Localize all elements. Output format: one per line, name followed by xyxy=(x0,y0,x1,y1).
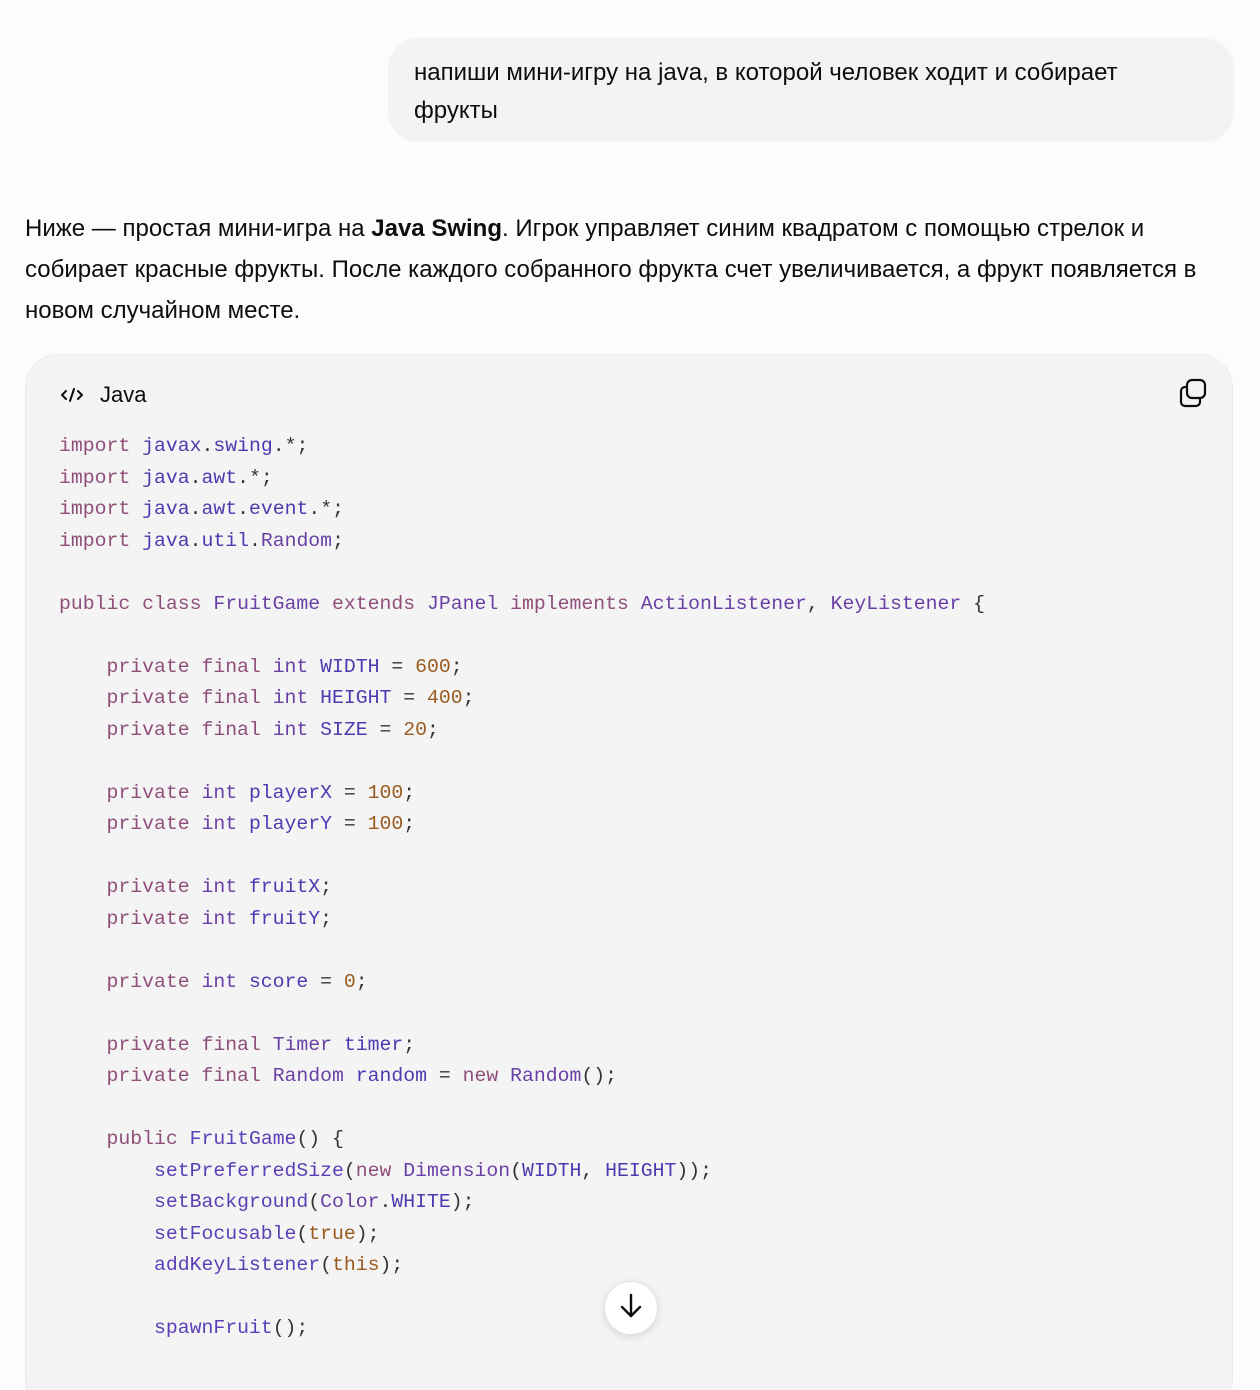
code-token: import xyxy=(59,466,143,489)
code-token: WIDTH xyxy=(521,1159,582,1182)
code-token: timer xyxy=(343,1033,404,1056)
code-token: random xyxy=(355,1065,439,1087)
code-line xyxy=(59,1061,985,1093)
code-token: ( xyxy=(308,1191,321,1213)
code-token: . xyxy=(248,529,261,552)
intro-text-start: Ниже — простая мини-игра на xyxy=(25,215,372,242)
code-token: )); xyxy=(676,1159,712,1182)
code-line xyxy=(59,1313,985,1345)
code-line xyxy=(59,1219,985,1251)
code-line xyxy=(59,1030,985,1062)
code-token: { xyxy=(973,592,985,615)
code-token: this xyxy=(332,1254,380,1276)
code-token: ); xyxy=(450,1191,475,1213)
code-token: 600 xyxy=(415,655,451,678)
code-line xyxy=(59,652,985,684)
code-token: spawnFruit xyxy=(153,1317,273,1339)
code-token: playerY xyxy=(248,813,344,835)
code-token: (); xyxy=(272,1317,309,1339)
code-token: ; xyxy=(320,876,333,898)
code-token: private final xyxy=(106,1033,273,1056)
code-token: setPreferredSize xyxy=(153,1159,344,1182)
code-token: import xyxy=(59,529,143,552)
code-token: private final xyxy=(106,655,273,678)
code-token: .*; xyxy=(308,498,344,520)
code-token: ; xyxy=(403,813,416,835)
code-token: private xyxy=(106,970,202,993)
code-token: private final xyxy=(106,687,273,709)
code-token: private xyxy=(106,813,202,835)
code-token: implements xyxy=(510,592,641,615)
code-token: HEIGHT xyxy=(320,687,404,709)
code-line xyxy=(59,463,985,495)
code-icon xyxy=(60,385,84,405)
code-language-label: Java xyxy=(100,382,147,407)
code-token: = xyxy=(343,781,368,804)
code-line xyxy=(59,431,985,463)
code-token: = xyxy=(403,687,428,709)
code-line xyxy=(59,935,985,967)
code-content xyxy=(59,431,985,1345)
code-token: ; xyxy=(462,687,475,709)
code-token: . xyxy=(201,435,214,457)
code-token: private final xyxy=(106,718,273,741)
code-line xyxy=(59,715,985,747)
code-block-header xyxy=(60,379,146,411)
code-token: . xyxy=(237,498,249,520)
code-token: awt xyxy=(201,498,238,520)
code-token xyxy=(59,1223,154,1245)
code-token: . xyxy=(189,466,202,489)
code-token: true xyxy=(308,1222,356,1245)
code-token xyxy=(59,1160,154,1182)
code-token: . xyxy=(189,498,202,520)
code-token: ( xyxy=(320,1254,333,1276)
code-token: score xyxy=(248,970,321,993)
code-token: java xyxy=(142,466,190,489)
code-token: ); xyxy=(379,1254,404,1276)
code-token xyxy=(59,813,106,835)
code-token: import xyxy=(59,498,143,520)
code-line xyxy=(59,904,985,936)
code-token xyxy=(59,719,106,741)
code-token: 100 xyxy=(367,781,404,804)
code-token xyxy=(59,908,106,930)
code-token: 400 xyxy=(427,687,463,709)
code-token: playerX xyxy=(248,781,344,804)
code-token: WIDTH xyxy=(320,655,392,678)
code-token: ; xyxy=(450,655,463,678)
code-token: new xyxy=(462,1065,511,1087)
user-message-line-2: фрукты xyxy=(414,97,498,124)
code-line xyxy=(59,998,985,1030)
code-token: . xyxy=(379,1191,392,1213)
code-token: HEIGHT xyxy=(605,1159,677,1182)
code-token: fruitX xyxy=(248,876,321,898)
code-token: 20 xyxy=(403,718,428,741)
code-token xyxy=(59,1191,154,1213)
code-line xyxy=(59,746,985,778)
code-token: import xyxy=(59,435,143,457)
code-line xyxy=(59,967,985,999)
code-token xyxy=(59,687,106,709)
code-token: ActionListener xyxy=(640,592,807,615)
code-token: public xyxy=(106,1128,190,1150)
code-token: Random xyxy=(272,1065,356,1087)
code-token: WHITE xyxy=(391,1191,451,1213)
code-line xyxy=(59,1156,985,1188)
code-token: private xyxy=(106,781,202,804)
code-block xyxy=(25,354,1233,1390)
scroll-to-bottom-button[interactable] xyxy=(604,1281,658,1335)
code-token: util xyxy=(201,529,249,552)
code-token: ; xyxy=(355,970,368,993)
code-token: event xyxy=(248,498,309,520)
code-token: ; xyxy=(320,907,333,930)
code-token: private xyxy=(106,876,202,898)
code-token: Color xyxy=(320,1191,380,1213)
code-line xyxy=(59,841,985,873)
code-token xyxy=(59,1317,154,1339)
copy-icon[interactable] xyxy=(1178,396,1208,413)
code-line xyxy=(59,620,985,652)
code-token: public class xyxy=(59,592,214,615)
code-token: (); xyxy=(581,1065,617,1087)
code-token: java xyxy=(142,498,190,520)
code-token: int xyxy=(201,970,249,993)
code-token xyxy=(59,1065,106,1087)
code-token: int xyxy=(201,813,249,835)
code-token: addKeyListener xyxy=(153,1254,321,1276)
code-token: ; xyxy=(403,781,416,804)
code-token xyxy=(59,656,106,678)
code-token: fruitY xyxy=(248,907,321,930)
code-token xyxy=(59,1034,106,1056)
code-line xyxy=(59,589,985,621)
code-token: int xyxy=(201,781,249,804)
code-line xyxy=(59,526,985,558)
code-token: 0 xyxy=(343,970,356,993)
code-token: . xyxy=(189,529,202,552)
code-line xyxy=(59,1093,985,1125)
code-token: SIZE xyxy=(320,718,380,741)
code-token: setBackground xyxy=(153,1191,309,1213)
user-message-bubble xyxy=(388,38,1234,142)
code-token: = xyxy=(438,1065,463,1087)
code-token: ( xyxy=(510,1159,522,1182)
code-token: int xyxy=(272,655,321,678)
code-token: ( xyxy=(296,1222,309,1245)
code-token: int xyxy=(272,687,321,709)
code-token: JPanel xyxy=(427,592,511,615)
code-token: java xyxy=(142,529,190,552)
code-token: int xyxy=(201,907,249,930)
code-line xyxy=(59,683,985,715)
code-token: awt xyxy=(201,466,238,489)
code-line xyxy=(59,494,985,526)
code-token: = xyxy=(320,970,344,993)
code-token: 100 xyxy=(367,813,404,835)
code-token: Dimension xyxy=(403,1159,511,1182)
code-token: javax xyxy=(142,435,202,457)
code-token: int xyxy=(272,718,321,741)
code-token: extends xyxy=(332,592,428,615)
intro-text-bold: Java Swing xyxy=(371,215,502,242)
code-token: , xyxy=(806,592,831,615)
code-token: ( xyxy=(343,1159,356,1182)
code-token xyxy=(59,876,106,898)
code-token: private xyxy=(106,907,202,930)
code-line xyxy=(59,1187,985,1219)
intro-text-end: . Игрок управляет синим квадратом с помощью стрелок и собирает красные фрукты. После каждого собранного фрукта счет увеличивается, а фрукт появляется в новом случайном месте. xyxy=(25,215,1197,324)
code-token: int xyxy=(201,876,249,898)
code-line xyxy=(59,557,985,589)
code-line xyxy=(59,1124,985,1156)
code-token: ; xyxy=(427,718,439,741)
copy-code-button[interactable] xyxy=(1178,377,1208,409)
code-line xyxy=(59,1282,985,1314)
code-token: .*; xyxy=(237,466,273,489)
code-line xyxy=(59,809,985,841)
code-token: setFocusable xyxy=(153,1222,297,1245)
user-message-line-1: напиши мини-игру на java, в которой человек ходит и собирает xyxy=(414,59,1118,86)
code-token: .*; xyxy=(272,435,309,457)
code-token: = xyxy=(379,718,404,741)
code-token: ; xyxy=(332,529,344,552)
code-token: Timer xyxy=(272,1033,344,1056)
code-line xyxy=(59,778,985,810)
code-token xyxy=(59,971,106,993)
code-token: Random xyxy=(510,1065,582,1087)
code-token: () { xyxy=(296,1128,344,1150)
code-token: ; xyxy=(403,1033,416,1056)
code-token: , xyxy=(581,1159,606,1182)
arrow-down-icon[interactable] xyxy=(618,1292,644,1325)
code-token: = xyxy=(343,813,368,835)
code-token: FruitGame xyxy=(213,592,333,615)
code-line xyxy=(59,1250,985,1282)
code-token xyxy=(59,1128,106,1150)
code-token xyxy=(59,1254,154,1276)
code-token: Random xyxy=(260,529,333,552)
code-token: ); xyxy=(355,1222,380,1245)
code-token: = xyxy=(391,655,416,678)
assistant-intro-text xyxy=(25,208,1225,331)
code-token: KeyListener xyxy=(830,592,974,615)
code-token: new xyxy=(355,1159,404,1182)
code-line xyxy=(59,872,985,904)
code-token: FruitGame xyxy=(189,1128,297,1150)
code-token: swing xyxy=(213,435,273,457)
code-token xyxy=(59,782,106,804)
code-token: private final xyxy=(106,1065,273,1087)
